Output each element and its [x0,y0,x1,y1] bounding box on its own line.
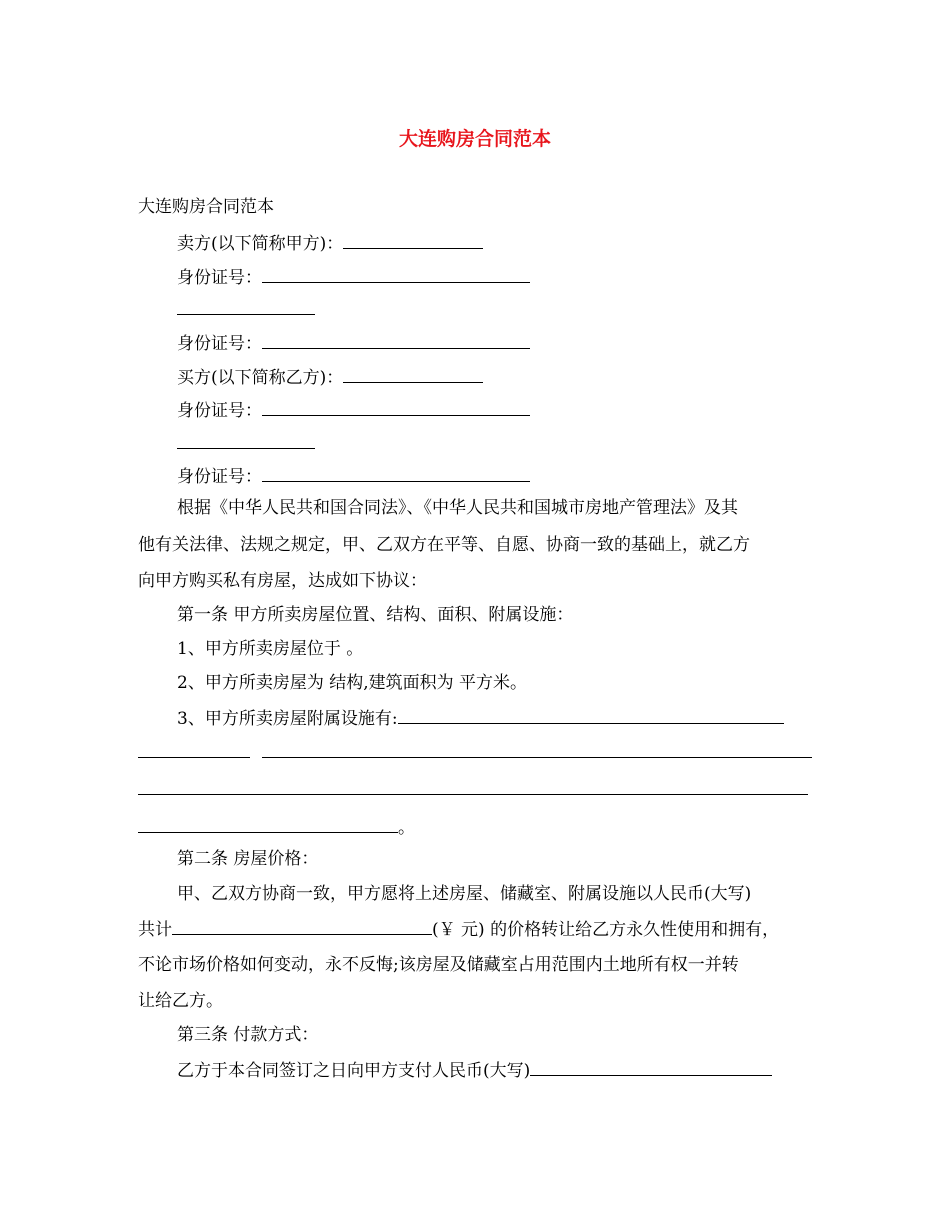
article-1-item-2: 2、甲方所卖房屋为 结构,建筑面积为 平方米。 [177,673,528,693]
article-2-heading: 第二条 房屋价格： [177,849,319,869]
id-label: 身份证号： [177,334,262,354]
article-1-item-1: 1、甲方所卖房屋位于 。 [177,639,364,659]
id-label: 身份证号： [177,401,262,421]
article-1-heading: 第一条 甲方所卖房屋位置、结构、面积、附属设施： [177,605,574,625]
id-blank-continuation[interactable] [177,448,315,449]
payment-label: 乙方于本合同签订之日向甲方支付人民币(大写) [177,1061,531,1081]
id-blank[interactable] [262,397,530,416]
facilities-label: 3、甲方所卖房屋附属设施有: [177,709,398,729]
document-title: 大连购房合同范本 [398,128,551,150]
id-label: 身份证号： [177,467,262,487]
buyer-line [177,364,483,390]
article-2-para-3: 不论市场价格如何变动，永不反悔;该房屋及储藏室占用范围内土地所有权一并转 [138,955,739,975]
seller-blank[interactable] [343,230,483,249]
buyer-blank[interactable] [343,364,483,383]
paragraph-intro-1: 根据《中华人民共和国合同法》、《中华人民共和国城市房地产管理法》及其 [177,498,738,518]
facilities-blank-continuation[interactable] [138,757,250,758]
seller-id-line-2 [177,330,530,356]
buyer-id-line-2 [177,463,530,489]
seller-label: 卖方(以下简称甲方)： [177,234,344,254]
id-blank[interactable] [262,463,530,482]
facilities-last-line [138,814,415,840]
facilities-blank-continuation[interactable] [138,794,808,795]
facilities-blank-continuation[interactable] [138,814,398,833]
id-blank-continuation[interactable] [177,314,315,315]
doc-subtitle: 大连购房合同范本 [138,197,274,217]
article-3-para-1 [177,1057,772,1083]
period: 。 [398,818,415,838]
price-text: (￥ 元) 的价格转让给乙方永久性使用和拥有， [432,920,780,940]
facilities-blank-continuation[interactable] [262,757,812,758]
article-1-item-3 [177,705,784,731]
price-blank[interactable] [172,916,432,935]
article-2-para-2 [138,916,779,942]
paragraph-intro-2: 他有关法律、法规之规定，甲、乙双方在平等、自愿、协商一致的基础上，就乙方 [138,535,750,555]
paragraph-intro-3: 向甲方购买私有房屋，达成如下协议： [138,571,427,591]
id-blank[interactable] [262,264,530,283]
id-label: 身份证号： [177,268,262,288]
buyer-id-line-1 [177,397,530,423]
article-3-heading: 第三条 付款方式： [177,1025,319,1045]
article-2-para-4: 让给乙方。 [138,991,223,1011]
total-label: 共计 [138,920,172,940]
facilities-blank[interactable] [398,705,784,724]
article-2-para-1: 甲、乙双方协商一致，甲方愿将上述房屋、储藏室、附属设施以人民币(大写) [177,884,752,904]
seller-line [177,230,483,256]
id-blank[interactable] [262,330,530,349]
buyer-label: 买方(以下简称乙方)： [177,368,344,388]
payment-blank[interactable] [530,1057,772,1076]
seller-id-line-1 [177,264,530,290]
